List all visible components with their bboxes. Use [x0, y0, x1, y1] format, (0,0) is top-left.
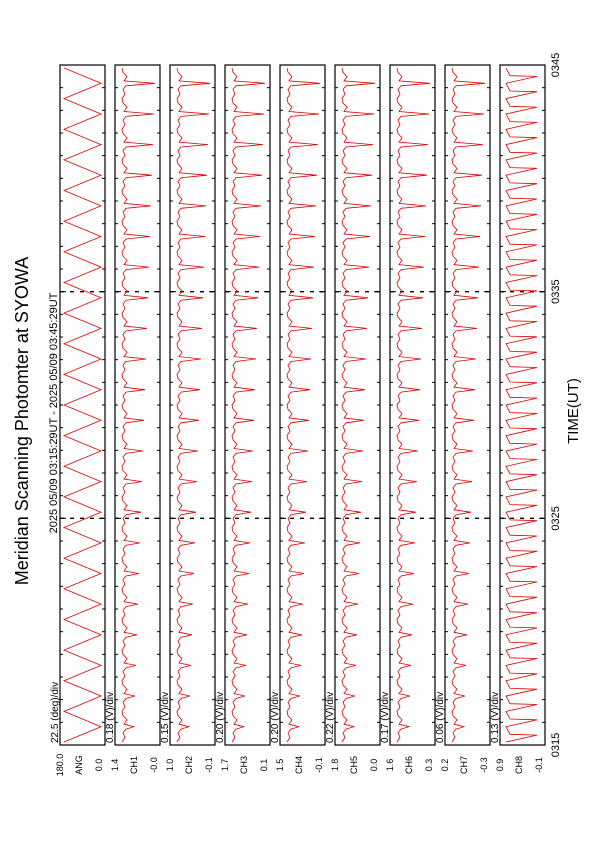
trace-line — [64, 68, 101, 742]
y-bottom-label: -0.1 — [534, 757, 544, 773]
y-top-label: 180.0 — [55, 753, 65, 777]
panel-4 — [215, 65, 270, 774]
panel-9 — [490, 65, 545, 774]
trace-line — [506, 68, 537, 742]
panel-frame — [60, 65, 105, 745]
panel-8 — [435, 65, 490, 774]
y-top-label: 1.0 — [165, 758, 175, 772]
channel-label: ANG — [74, 755, 84, 775]
panel-5 — [270, 65, 325, 774]
y-bottom-label: 0.0 — [94, 758, 104, 772]
panel-7 — [380, 65, 435, 774]
y-top-label: 0.9 — [495, 758, 505, 772]
y-top-label: 1.4 — [110, 758, 120, 772]
y-bottom-label: -0.3 — [479, 757, 489, 773]
scale-label: 0.15 (V)/div — [160, 691, 171, 743]
panel-2 — [105, 65, 160, 774]
x-tick-label: 0325 — [550, 506, 562, 531]
trace-line — [177, 68, 210, 742]
channel-label: CH6 — [404, 755, 414, 775]
y-top-label: 0.2 — [440, 758, 450, 772]
x-tick-label: 0335 — [550, 279, 562, 304]
scale-label: 0.22 (V)/div — [325, 691, 336, 743]
y-bottom-label: 0.0 — [369, 758, 379, 772]
trace-line — [452, 68, 485, 742]
channel-label: CH7 — [459, 755, 469, 775]
panel-6 — [325, 65, 380, 774]
y-top-label: 1.6 — [385, 758, 395, 772]
trace-line — [397, 68, 430, 742]
y-top-label: 1.7 — [220, 758, 230, 772]
y-bottom-label: -0.1 — [314, 757, 324, 773]
time-axis — [550, 53, 562, 757]
scale-label: 22.5 (deg)/div — [50, 681, 61, 743]
channel-label: CH2 — [184, 755, 194, 775]
trace-line — [287, 68, 320, 742]
panels-group — [50, 65, 545, 776]
scale-label: 0.17 (V)/div — [380, 691, 391, 743]
y-bottom-label: 0.1 — [259, 758, 269, 772]
time-range: 2025 05/09 03:15:29UT - 2025 05/09 03:45:29UT — [48, 292, 60, 534]
trace-line — [232, 68, 265, 742]
scale-label: 0.20 (V)/div — [270, 691, 281, 743]
y-top-label: 1.5 — [275, 758, 285, 772]
scale-label: 0.06 (V)/div — [435, 691, 446, 743]
channel-label: CH4 — [294, 755, 304, 775]
channel-label: CH5 — [349, 755, 359, 775]
y-top-label: 1.8 — [330, 758, 340, 772]
x-tick-label: 0345 — [550, 52, 562, 78]
panel-3 — [160, 65, 215, 774]
channel-label: CH1 — [129, 755, 139, 775]
scale-label: 0.20 (V)/div — [215, 691, 226, 743]
x-tick-label: 0315 — [550, 732, 562, 758]
scale-label: 0.13 (V)/div — [490, 691, 501, 743]
trace-line — [342, 68, 375, 742]
trace-line — [122, 68, 155, 742]
channel-label: CH8 — [514, 755, 524, 775]
scale-label: 0.18 (V)/div — [105, 691, 116, 743]
channel-label: CH3 — [239, 755, 249, 775]
y-bottom-label: 0.3 — [424, 758, 434, 772]
x-axis-label: TIME(UT) — [565, 378, 582, 444]
chart-title: Meridian Scanning Photomter at SYOWA — [12, 256, 32, 586]
y-bottom-label: -0.0 — [149, 757, 159, 773]
y-bottom-label: -0.1 — [204, 757, 214, 773]
